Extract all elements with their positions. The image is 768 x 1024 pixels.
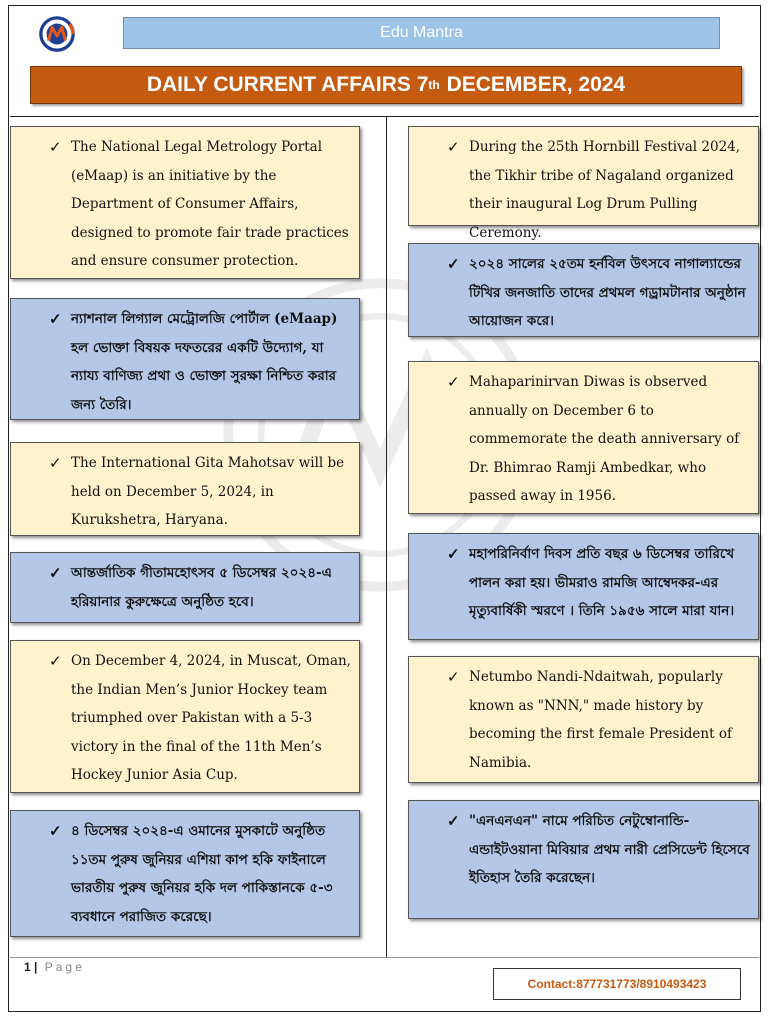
page-word: Page: [44, 960, 85, 974]
title-prefix: DAILY CURRENT AFFAIRS 7: [146, 73, 429, 96]
check-icon: ✓: [447, 255, 460, 273]
check-icon: ✓: [49, 454, 62, 472]
news-box: [408, 243, 759, 337]
header-divider: [10, 116, 759, 117]
check-icon: ✓: [49, 652, 62, 670]
news-box: [10, 442, 360, 536]
news-box: [10, 810, 360, 937]
check-icon: ✓: [49, 564, 62, 582]
news-text: Mahaparinirvan Diwas is observed annually on December 6 to commemorate the death anniversary of Dr. Bhimrao Ramji Ambedkar, who passed away in 1956.: [469, 374, 740, 504]
check-icon: ✓: [49, 138, 62, 156]
check-icon: ✓: [49, 822, 62, 840]
news-text: During the 25th Hornbill Festival 2024, the Tikhir tribe of Nagaland organized their inaugural Log Drum Pulling Ceremony.: [469, 139, 741, 241]
news-box: [10, 640, 360, 793]
brand-bar: [123, 17, 720, 49]
news-text: Netumbo Nandi-Ndaitwah, popularly known as "NNN," made history by becoming the first female President of Namibia.: [469, 669, 732, 771]
contact-text: Contact:877731773/8910493423: [527, 977, 707, 991]
news-text: ৪ ডিসেম্বর ২০২৪-এ ওমানের মুসকাটে অনুষ্ঠিত ১১তম পুরুষ জুনিয়র এশিয়া কাপ হকি ফাইনালে ভারতীয় পুরুষ জুনিয়র হকি দল পাকিস্তানকে ৫-৩ ব্যবধানে পরাজিত করেছে।: [71, 823, 333, 925]
page-number: [24, 960, 85, 974]
news-box: [10, 126, 360, 279]
check-icon: ✓: [447, 138, 460, 156]
news-box: [408, 656, 759, 783]
news-text: The National Legal Metrology Portal (eMaap) is an initiative by the Department of Consumer Affairs, designed to promote fair trade practices and ensure consumer protection.: [71, 139, 349, 269]
news-box: [408, 361, 759, 514]
news-box: [408, 800, 759, 919]
page-title: [30, 66, 742, 104]
check-icon: ✓: [49, 310, 62, 328]
column-divider: [386, 117, 387, 957]
news-text: মহাপরিনির্বাণ দিবস প্রতি বছর ৬ ডিসেম্বর তারিখে পালন করা হয়। ভীমরাও রামজি আম্বেদকর-এর মৃত্যুবার্ষিকী স্মরণে । তিনি ১৯৫৬ সালে মারা যান।: [469, 546, 735, 619]
title-sup: th: [428, 78, 440, 92]
check-icon: ✓: [447, 545, 460, 563]
brand-name: Edu Mantra: [380, 24, 463, 41]
footer-divider: [10, 957, 759, 958]
news-text: ২০২৪ সালের ২৫তম হর্নবিল উৎসবে নাগাল্যান্ডের টিখির জনজাতি তাদের প্রথমল গড্রামটানার অনুষ্ঠান আয়োজন করে।: [469, 256, 746, 329]
check-icon: ✓: [447, 373, 460, 391]
check-icon: ✓: [447, 812, 460, 830]
news-box: [10, 298, 360, 420]
news-text: On December 4, 2024, in Muscat, Oman, the Indian Men’s Junior Hockey team triumphed over Pakistan with a 5-3 victory in the final of the 11th Men’s Hockey Junior Asia Cup.: [71, 653, 351, 783]
page-number-value: 1: [24, 960, 31, 974]
news-text: The International Gita Mahotsav will be held on December 5, 2024, in Kurukshetra, Haryana.: [71, 455, 345, 528]
news-text: আন্তর্জাতিক গীতামহোৎসব ৫ ডিসেম্বর ২০২৪-এ হরিয়ানার কুরুক্ষেত্রে অনুষ্ঠিত হবে।: [71, 565, 332, 610]
news-text: ন্যাশনাল লিগ্যাল মেট্রোলজি পোর্টাল (eMaap) হল ভোক্তা বিষয়ক দফতরের একটি উদ্যোগ, যা ন্যায্য বাণিজ্য প্রথা ও ভোক্তা সুরক্ষা নিশ্চিত করার জন্য তৈরি।: [71, 311, 338, 413]
contact-box: [493, 968, 741, 1000]
news-text: "এনএনএন" নামে পরিচিত নেটুম্বোনান্ডি-এন্ডাইটওয়ানা মিবিয়ার প্রথম নারী প্রেসিডেন্ট হিসেবে ইতিহাস তৈরি করেছেন।: [469, 813, 750, 886]
news-box: [10, 552, 360, 623]
news-box: [408, 126, 759, 241]
check-icon: ✓: [447, 668, 460, 686]
news-box: [408, 533, 759, 640]
title-suffix: DECEMBER, 2024: [440, 73, 626, 96]
page-separator: |: [34, 960, 38, 974]
em-monogram-icon: [38, 15, 76, 53]
